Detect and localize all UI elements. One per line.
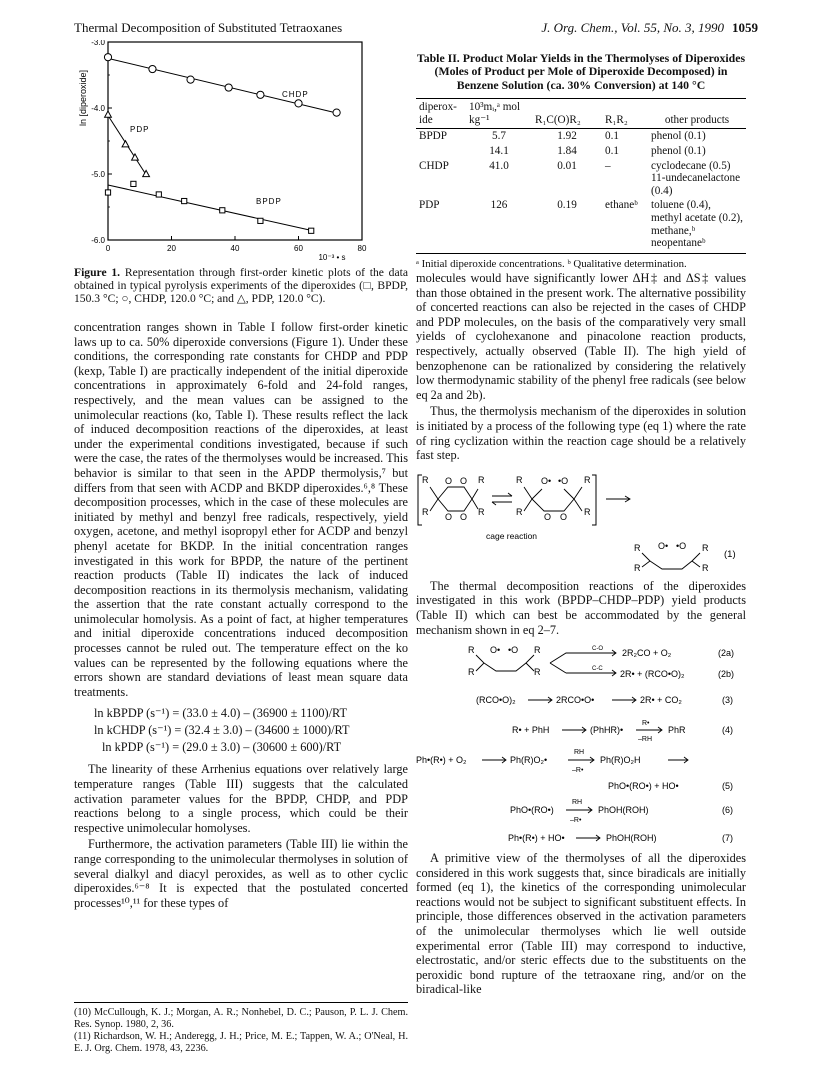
biradical-structure xyxy=(516,475,591,522)
svg-text:R: R xyxy=(634,562,641,573)
bracket-right xyxy=(592,475,596,525)
svg-text:R: R xyxy=(422,474,429,485)
eq6-rhs: PhOH(ROH) xyxy=(598,805,649,816)
table-title: Table II. Product Molar Yields in the Thermolyses of Diperoxides (Moles of Product per Mole of Diperoxide Decomposed) in Benzene Solution (ca. 30% Conversion) at 140 °C xyxy=(416,51,746,92)
running-head xyxy=(74,20,758,38)
svg-text:O: O xyxy=(560,511,568,522)
eq7-rhs: PhOH(ROH) xyxy=(606,833,657,844)
tetraoxane-ring xyxy=(422,475,485,522)
table-cell: 14.1 xyxy=(489,145,509,157)
bond-label-co: C-O xyxy=(592,646,603,653)
running-head-citation xyxy=(541,20,758,36)
x-tick-label: 0 xyxy=(105,244,111,253)
plot-frame xyxy=(108,42,362,240)
series-label-bpdp: BPDP xyxy=(256,197,282,206)
data-point-chdp xyxy=(295,100,302,107)
eq3-mid: 2RCO•O• xyxy=(556,695,595,706)
table-cell: 0.01 xyxy=(557,159,577,172)
eq2a-product: 2R₂CO + O₂ xyxy=(622,648,672,659)
data-point-chdp xyxy=(104,54,111,61)
bond-label-cc: C-C xyxy=(592,666,603,673)
eq4-arrow-bottom: –RH xyxy=(638,736,653,744)
eq4-number: (4) xyxy=(722,725,733,736)
table-row xyxy=(416,198,746,253)
svg-text:O•: O• xyxy=(490,645,501,656)
product-yields-table xyxy=(416,98,746,254)
eq3-lhs: (RCO•O)₂ xyxy=(476,695,516,706)
body-paragraph: molecules would have significantly lower ΔH‡ and ΔS‡ values than those obtained in the present work. The alternative possibility of concerted reactions can also be rejected in the cases of CHDP and PDP molecules, on the basis of the comparatively very small yields of cyclohexanone and pinacolone reaction products, respectively, actually observed (Table II). The high yield of benzophenone can be rationalized by considering the relatively low thermodynamic stability of the phenyl free radicals (see below eq 2a and 2b). xyxy=(416,271,746,402)
svg-text:R: R xyxy=(584,506,591,517)
table-footnote: ᵃ Initial diperoxide concentrations. ᵇ Qualitative determination. xyxy=(416,257,687,270)
eq4-lhs: R• + PhH xyxy=(512,725,550,736)
table-row xyxy=(416,159,746,199)
data-point-chdp xyxy=(257,91,264,98)
table-cell: ethaneᵇ xyxy=(602,198,648,253)
y-tick-label: -3.0 xyxy=(91,40,105,47)
table-cell: 1.92 xyxy=(557,130,577,143)
svg-text:O: O xyxy=(445,511,453,522)
eq6-arrow-top: RH xyxy=(572,799,583,807)
table-row xyxy=(416,129,746,144)
journal-citation: J. Org. Chem., Vol. 55, No. 3, 1990 xyxy=(541,20,724,35)
svg-text:R: R xyxy=(422,506,429,517)
data-point-bpdp xyxy=(258,218,263,223)
svg-text:R: R xyxy=(702,562,709,573)
svg-text:O: O xyxy=(460,475,468,486)
series-label-pdp: PDP xyxy=(130,125,150,134)
svg-text:O: O xyxy=(445,475,453,486)
table-cell: 0.1 xyxy=(605,130,619,143)
eq5-mid: Ph(R)O₂• xyxy=(510,755,548,766)
svg-text:R: R xyxy=(468,645,475,656)
svg-text:R: R xyxy=(478,506,485,517)
svg-text:•O: •O xyxy=(558,475,569,486)
eq2b-product: 2R• + (RCO•O)₂ xyxy=(620,669,685,680)
table-header-row xyxy=(416,99,746,129)
svg-text:•O: •O xyxy=(676,540,687,551)
data-point-pdp xyxy=(122,141,129,147)
svg-text:R: R xyxy=(534,645,541,656)
footnotes xyxy=(74,1002,408,1055)
col-header: diperox-ide xyxy=(416,99,466,129)
x-tick-label: 80 xyxy=(357,244,367,253)
product-biradical xyxy=(634,541,709,573)
table-cell: PDP xyxy=(416,198,466,253)
eq3-rhs: 2R• + CO₂ xyxy=(640,695,682,706)
eq5-rhs2: PhO•(RO•) + HO• xyxy=(608,781,679,792)
eq6-arrow-bottom: –R• xyxy=(570,817,582,825)
svg-text:R: R xyxy=(534,667,541,678)
svg-text:O: O xyxy=(544,511,552,522)
data-point-pdp xyxy=(105,111,112,117)
body-paragraph: Furthermore, the activation parameters (Table III) lie within the range corresponding to the unimolecular thermolyses in solution of several dialkyl and diacyl peroxides, as well as to other cyclic diperoxides.⁶⁻⁸ It is expected that the postulated concerted processes¹⁰,¹¹ for these types of xyxy=(74,837,408,910)
svg-text:R: R xyxy=(516,506,523,517)
table-cell: CHDP xyxy=(419,159,449,172)
table-cell: cyclodecane (0.5) 11-undecanelactone (0.4) xyxy=(651,159,741,197)
x-axis-label: 10⁻³ • s xyxy=(318,253,346,262)
reaction-arrow xyxy=(606,496,630,502)
eq1-number: (1) xyxy=(724,548,736,560)
mechanism-scheme xyxy=(416,641,746,847)
body-paragraph: The linearity of these Arrhenius equations over relatively large temperature ranges (Table III) suggests that the calculated activation parameter values for the BPDP, CHDP, and PDP reactions belong to a single process, which could be their respective unimolecular homolyses. xyxy=(74,762,408,835)
col-header: other products xyxy=(648,99,746,129)
data-point-chdp xyxy=(187,76,194,83)
fit-line-bpdp xyxy=(108,185,311,230)
table-cell: 41.0 xyxy=(489,159,509,172)
col-header: R₁C(O)R₂ xyxy=(532,99,602,129)
svg-text:R: R xyxy=(468,667,475,678)
svg-text:R: R xyxy=(478,474,485,485)
branch-arrow-2a xyxy=(550,650,616,663)
table-cell: 5.7 xyxy=(492,130,506,143)
table-cell: phenol (0.1) xyxy=(651,130,706,143)
page-number: 1059 xyxy=(732,20,758,35)
equation-chdp: ln kCHDP (s⁻¹) = (32.4 ± 3.0) – (34600 ± 1000)/RT xyxy=(94,723,350,738)
equation-bpdp: ln kBPDP (s⁻¹) = (33.0 ± 4.0) – (36900 ± 1100)/RT xyxy=(94,706,348,721)
running-head-title: Thermal Decomposition of Substituted Tetraoxanes xyxy=(74,20,343,35)
data-point-chdp xyxy=(149,65,156,72)
table-row xyxy=(416,144,746,159)
data-point-bpdp xyxy=(105,190,110,195)
data-point-bpdp xyxy=(131,181,136,186)
table-cell xyxy=(416,144,466,159)
cage-reaction-scheme xyxy=(416,467,746,575)
x-tick-label: 40 xyxy=(230,244,240,253)
y-tick-label: -4.0 xyxy=(91,104,105,113)
body-paragraph: Thus, the thermolysis mechanism of the diperoxides in solution is initiated by a process of the following type (eq 1) where the rate of ring cyclization within the reaction cage should be a relatively fast step. xyxy=(416,404,746,463)
biradical-start xyxy=(468,645,541,677)
eq5-arrow-bottom: –R• xyxy=(572,767,584,775)
table-cell: 126 xyxy=(466,198,532,253)
footnote-11: (11) Richardson, W. H.; Anderegg, J. H.; Price, M. E.; Tappen, W. A.; O'Neal, H. E. J. Org. Chem. 1978, 43, 2236. xyxy=(74,1031,408,1054)
body-paragraph: concentration ranges shown in Table I follow first-order kinetic laws up to ca. 50% diperoxide conversions (Figure 1). Under these conditions, the corresponding rate constants for CHDP and PDP (kexp, Table I) are practically independent of the initial diperoxide concentrations in approximately 6-fold and 24-fold ranges, respectively, and the mean values can be assigned to the unimolecular reactions (ko, Table I). These results reflect the lack of induced decomposition reactions of the diperoxides, at least under the experimental conditions investigated, because if such were the case, the rates of the thermolyses would be increased. This behavior is similar to that seen in the APDP thermolysis,⁷ but differs from that seen with ACDP and BKDP diperoxides.⁶,⁸ These decomposition processes, which in the case of these molecules are initiated by methyl and benzyl free radicals, respectively, yield oxygen, acetone, and methyl isopropyl ether for ACDP and benzyl phenyl acetate for BKDP. In the initial concentration ranges investigated in this work for BPDP, the nature of the pertinent reaction products (Table II) indicates the lack of induced decomposition reactions in its thermolysis mechanism, validating the assertion that the rate constant actually correspond to the unimolecular homolysis. As a point of fact, at higher temperatures and initial diperoxide concentrations induced decomposition processes cannot be ruled out. The temperature effect on the ko values can be represented by the following equations where the errors shown are standard deviations of least mean square data treatments. xyxy=(74,320,408,699)
col-header: 10³mᵢ,ᵃ mol kg⁻¹ xyxy=(466,99,532,129)
eq6-number: (6) xyxy=(722,805,733,816)
svg-text:R: R xyxy=(516,474,523,485)
mechanism-drawing xyxy=(416,641,746,847)
svg-text:R: R xyxy=(584,474,591,485)
cage-reaction-drawing xyxy=(416,467,746,575)
x-tick-label: 20 xyxy=(167,244,176,253)
data-point-chdp xyxy=(225,84,232,91)
eq6-lhs: PhO•(RO•) xyxy=(510,805,554,816)
series-label-chdp: CHDP xyxy=(282,90,309,99)
body-paragraph: A primitive view of the thermolyses of all the diperoxides considered in this work suggests that, since biradicals are initially formed (eq 1), the kinetics of the corresponding unimolecular reactions would not be subject to significant substituent effects. In principle, those differences observed in the activation parameters of the unimolecular thermolyses which lie well outside experimental error (Table III) may correspond to inductive, electrostatic, and/or steric effects due to the substituents on the peroxidic bond rupture of the tetraoxane ring, and/or on the biradical-like xyxy=(416,851,746,997)
figure-1 xyxy=(74,40,408,266)
svg-text:O•: O• xyxy=(541,475,552,486)
equilibrium-arrow xyxy=(492,493,512,496)
svg-text:•O: •O xyxy=(508,645,519,656)
eq5-arrow-top: RH xyxy=(574,749,585,757)
table-cell: BPDP xyxy=(419,130,447,143)
table-2 xyxy=(416,52,746,271)
eq3-number: (3) xyxy=(722,695,733,706)
eq2b-number: (2b) xyxy=(718,669,735,680)
table-cell: 1.84 xyxy=(557,145,577,157)
left-column xyxy=(74,320,408,912)
figure-caption-label: Figure 1. xyxy=(74,266,121,279)
table-cell: toluene (0.4), methyl acetate (0.2), methane,ᵇ neopentaneᵇ xyxy=(648,198,746,253)
equation-pdp: ln kPDP (s⁻¹) = (29.0 ± 3.0) – (30600 ± 600)/RT xyxy=(102,740,342,755)
branch-arrow-2b xyxy=(550,663,616,676)
figure-caption xyxy=(74,266,408,306)
data-point-bpdp xyxy=(220,208,225,213)
table-cell: 0.1 xyxy=(605,145,619,157)
svg-text:R: R xyxy=(702,542,709,553)
table-cell: 0.19 xyxy=(532,198,602,253)
arrhenius-equations xyxy=(80,705,408,756)
svg-text:R: R xyxy=(634,542,641,553)
eq7-number: (7) xyxy=(722,833,733,844)
right-column xyxy=(416,271,746,999)
eq7-lhs: Ph•(R•) + HO• xyxy=(508,833,565,844)
eq4-rhs: PhR xyxy=(668,725,686,736)
data-point-bpdp xyxy=(182,198,187,203)
figure-caption-text: Representation through first-order kinetic plots of the data obtained in typical pyrolysis experiments of the diperoxides (□, BPDP, 150.3 °C; ○, CHDP, 120.0 °C; and △, PDP, 120.0 °C). xyxy=(74,266,408,306)
data-point-bpdp xyxy=(156,192,161,197)
data-point-chdp xyxy=(333,109,340,116)
body-paragraph: The thermal decomposition reactions of the diperoxides investigated in this work (BPDP–CHDP–PDP) yield products (Table II) which can best be accommodated by the general mechanism shown in eq 2–7. xyxy=(416,578,746,637)
col-header: R₁R₂ xyxy=(602,99,648,129)
eq2a-number: (2a) xyxy=(718,648,735,659)
eq5-lhs: Ph•(R•) + O₂ xyxy=(416,755,467,766)
eq4-mid: (PhHR)• xyxy=(590,725,624,736)
eq5-number: (5) xyxy=(722,781,733,792)
y-axis-label: ln [diperoxide] xyxy=(78,69,88,127)
y-tick-label: -5.0 xyxy=(91,170,105,179)
footnote-10: (10) McCullough, K. J.; Morgan, A. R.; Nonhebel, D. C.; Pauson, P. L. J. Chem. Res. Synop. 1980, 2, 36. xyxy=(74,1007,408,1030)
svg-text:O: O xyxy=(460,511,468,522)
cage-reaction-label: cage reaction xyxy=(486,530,538,541)
svg-text:O•: O• xyxy=(658,540,669,551)
y-tick-label: -6.0 xyxy=(91,236,105,245)
kinetic-plot xyxy=(74,40,408,266)
table-cell: – xyxy=(605,159,611,172)
eq4-arrow-top: R• xyxy=(642,720,650,728)
data-point-bpdp xyxy=(309,228,314,233)
table-cell: phenol (0.1) xyxy=(651,145,706,157)
x-tick-label: 60 xyxy=(294,244,303,253)
data-point-pdp xyxy=(132,154,139,160)
eq5-rhs1: Ph(R)O₂H xyxy=(600,755,641,766)
